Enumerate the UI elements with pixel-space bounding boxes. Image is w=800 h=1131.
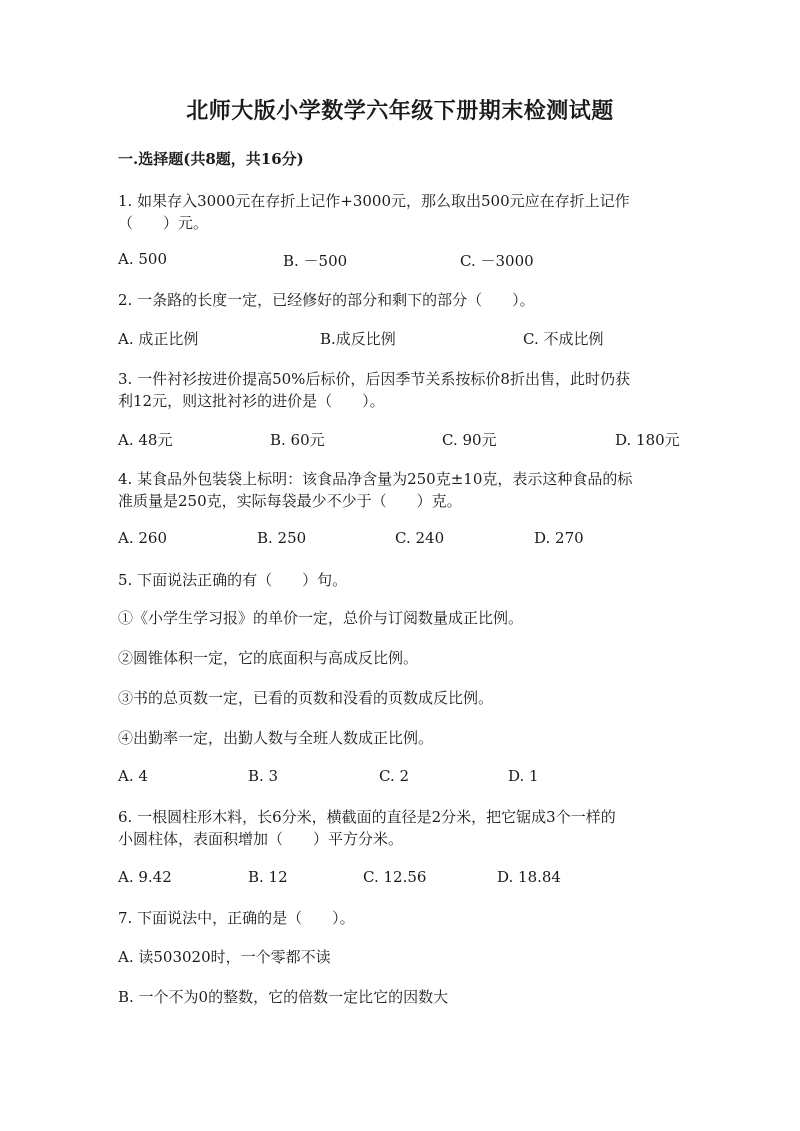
section-heading: 一.选择题(共8题，共16分)	[118, 150, 304, 168]
question-3-option-c: C. 90元	[442, 431, 497, 449]
question-3-option-d: D. 180元	[615, 431, 680, 449]
question-4-option-c: C. 240	[395, 529, 445, 547]
question-4-text-cont: 准质量是250克，实际每袋最少不少于（ ）克。	[118, 492, 462, 510]
question-1-option-b: B. －500	[283, 252, 348, 270]
question-6-option-c: C. 12.56	[363, 868, 427, 886]
question-5-option-d: D. 1	[508, 767, 539, 785]
question-6-option-b: B. 12	[248, 868, 288, 886]
question-2-option-b: B.成反比例	[320, 330, 396, 348]
question-5-statement-4: ④出勤率一定，出勤人数与全班人数成正比例。	[118, 729, 434, 747]
question-5-statement-3: ③书的总页数一定，已看的页数和没看的页数成反比例。	[118, 689, 494, 707]
question-7-option-a: A. 读503020时，一个零都不读	[118, 948, 331, 966]
question-6-option-a: A. 9.42	[118, 868, 172, 886]
question-6-text: 6. 一根圆柱形木料，长6分米，横截面的直径是2分米，把它锯成3个一样的	[118, 808, 616, 826]
question-5-text: 5. 下面说法正确的有（ ）句。	[118, 571, 348, 589]
question-2-option-a: A. 成正比例	[118, 330, 199, 348]
question-7-text: 7. 下面说法中，正确的是（ ）。	[118, 909, 355, 927]
question-1-text: 1. 如果存入3000元在存折上记作+3000元，那么取出500元应在存折上记作	[118, 192, 630, 210]
question-3-text-cont: 利12元，则这批衬衫的进价是（ ）。	[118, 392, 385, 410]
question-4-text: 4. 某食品外包装袋上标明：该食品净含量为250克±10克，表示这种食品的标	[118, 470, 633, 488]
question-3-option-b: B. 60元	[270, 431, 325, 449]
question-3-text: 3. 一件衬衫按进价提高50%后标价，后因季节关系按标价8折出售，此时仍获	[118, 370, 630, 388]
question-5-option-a: A. 4	[118, 767, 148, 785]
question-4-option-b: B. 250	[257, 529, 307, 547]
question-5-option-b: B. 3	[248, 767, 279, 785]
question-2-option-c: C. 不成比例	[523, 330, 604, 348]
question-4-option-d: D. 270	[534, 529, 584, 547]
question-1-option-c: C. －3000	[460, 252, 534, 270]
question-2-text: 2. 一条路的长度一定，已经修好的部分和剩下的部分（ ）。	[118, 291, 535, 309]
question-6-option-d: D. 18.84	[497, 868, 561, 886]
question-4-option-a: A. 260	[118, 529, 167, 547]
question-5-statement-2: ②圆锥体积一定，它的底面积与高成反比例。	[118, 649, 419, 667]
question-1-option-a: A. 500	[118, 250, 167, 268]
question-1-text-cont: （ ）元。	[118, 214, 209, 232]
question-5-option-c: C. 2	[379, 767, 410, 785]
question-7-option-b: B. 一个不为0的整数，它的倍数一定比它的因数大	[118, 988, 449, 1006]
page-title: 北师大版小学数学六年级下册期末检测试题	[186, 98, 614, 124]
question-3-option-a: A. 48元	[118, 431, 173, 449]
question-5-statement-1: ①《小学生学习报》的单价一定，总价与订阅数量成正比例。	[118, 609, 524, 627]
question-6-text-cont: 小圆柱体，表面积增加（ ）平方分米。	[118, 830, 404, 848]
